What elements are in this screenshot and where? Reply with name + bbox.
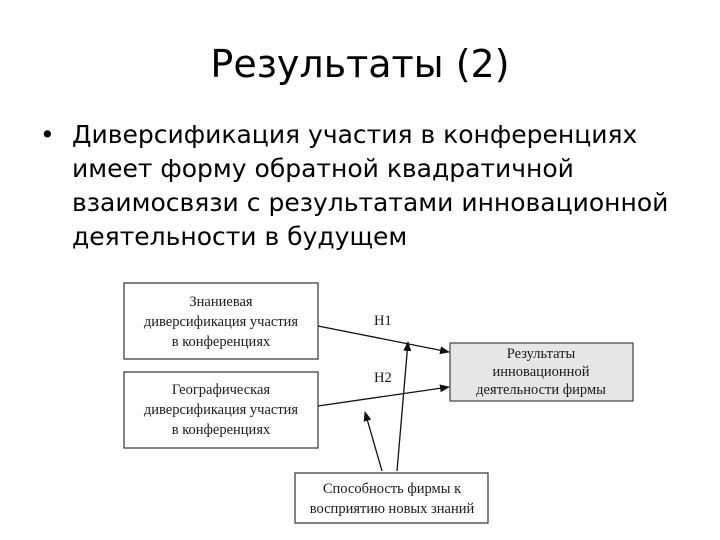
slide-title: Результаты (2) bbox=[210, 42, 510, 86]
absorptive-capacity-box bbox=[295, 473, 488, 523]
arrow-knowledge-to-result bbox=[318, 326, 449, 352]
geographic-box-line-3: в конференциях bbox=[171, 422, 271, 438]
arrow-capacity-to-h1-path bbox=[397, 342, 408, 471]
knowledge-box-line-3: в конференциях bbox=[171, 334, 271, 350]
arrow-geographic-to-result bbox=[318, 387, 449, 406]
hypothesis-label-h1: Н1 bbox=[374, 313, 392, 329]
innovation-results-box bbox=[450, 343, 633, 401]
knowledge-diversification-box bbox=[124, 283, 318, 359]
arrow-capacity-to-h2-path bbox=[365, 412, 382, 471]
hypothesis-label-h2: Н2 bbox=[374, 370, 392, 386]
geographic-box-line-2: диверсификация участия bbox=[143, 402, 299, 418]
geographic-diversification-box bbox=[124, 372, 318, 448]
geographic-box-line-1: Географическая bbox=[171, 382, 271, 398]
knowledge-box-line-1: Знаниевая bbox=[189, 294, 253, 310]
result-box-line-1: Результаты bbox=[506, 346, 576, 362]
result-box-line-2: инновационной bbox=[492, 364, 590, 380]
knowledge-box-line-2: диверсификация участия bbox=[143, 314, 299, 330]
capacity-box-line-1: Способность фирмы к bbox=[322, 481, 462, 497]
bullet-text: Диверсификация участия в конференциях имеет форму обратной квадратичной взаимосвязи с результатами инновационной деятельности в будущем bbox=[72, 120, 669, 251]
result-box-line-3: деятельности фирмы bbox=[476, 382, 606, 398]
capacity-box-line-2: восприятию новых знаний bbox=[309, 501, 475, 517]
bullet-marker: • bbox=[40, 120, 55, 149]
